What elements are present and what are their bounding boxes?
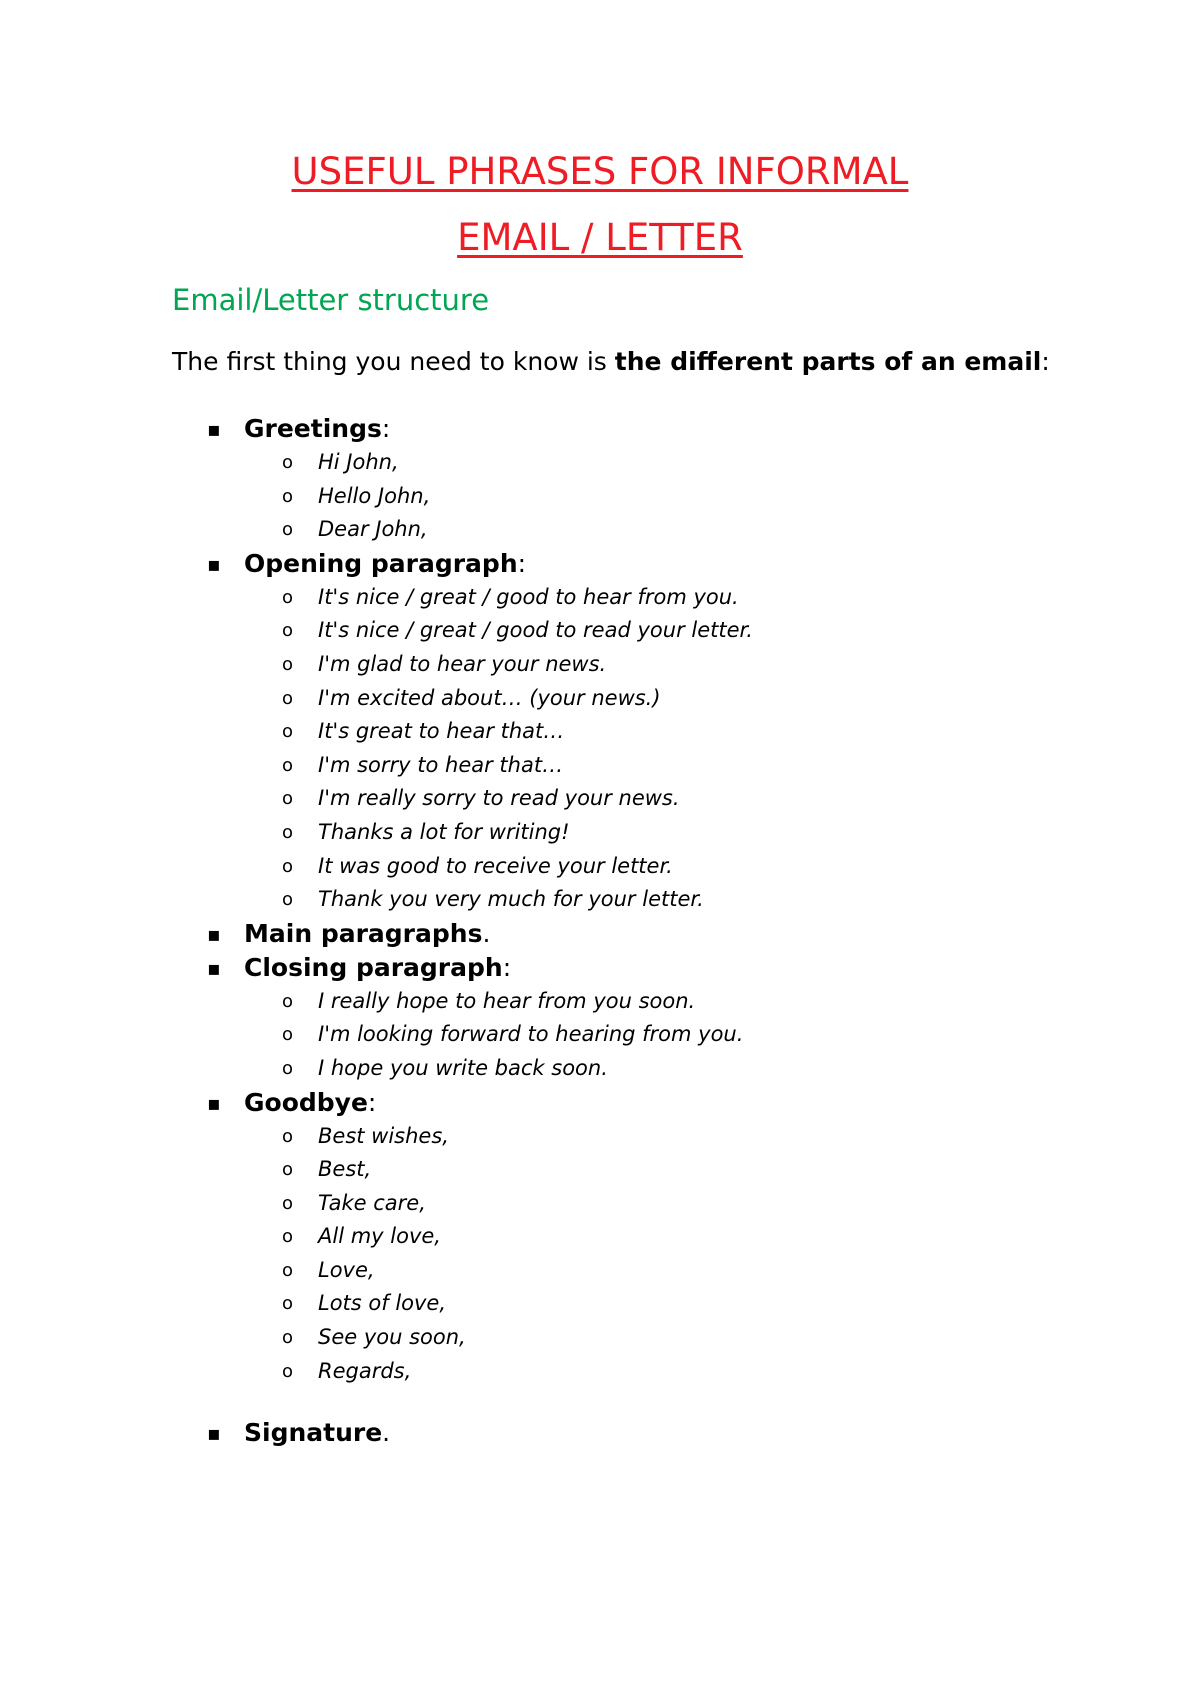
section-label-punct: . (482, 918, 491, 948)
section-label-text: Opening paragraph (244, 548, 518, 578)
section-label-text: Greetings (244, 414, 382, 443)
circle-bullet-icon: o (282, 586, 294, 608)
circle-bullet-icon: o (282, 821, 294, 843)
square-bullet-icon: ▪ (207, 955, 221, 980)
phrase-text: Best wishes, (318, 1123, 449, 1148)
list-item (0, 782, 1200, 816)
section-label-punct: : (517, 548, 527, 578)
list-item (0, 850, 1200, 884)
phrase-list (0, 446, 1200, 547)
list-item (0, 1120, 1200, 1154)
list-item (0, 985, 1200, 1019)
section-label-punct: : (367, 1087, 377, 1117)
list-item (0, 816, 1200, 850)
phrase-list (0, 985, 1200, 1086)
phrase-text: It's great to hear that… (318, 719, 565, 744)
phrase-text: Take care, (318, 1190, 426, 1215)
list-item (0, 715, 1200, 749)
list-item (0, 1321, 1200, 1355)
square-bullet-icon: ▪ (207, 551, 221, 576)
phrase-text: Love, (318, 1257, 375, 1282)
section-label-text: Main paragraphs (244, 918, 483, 948)
section-label (244, 1086, 376, 1120)
list-item (0, 1153, 1200, 1187)
list-item (0, 648, 1200, 682)
section-closing-paragraph (0, 951, 1200, 1086)
structure-outline (0, 412, 1200, 1450)
circle-bullet-icon: o (282, 721, 294, 743)
phrase-text: Thanks a lot for writing! (318, 819, 570, 844)
list-item (0, 446, 1200, 480)
phrase-list (0, 581, 1200, 917)
list-item (0, 1287, 1200, 1321)
list-item (0, 1220, 1200, 1254)
section-main-paragraphs (0, 917, 1200, 951)
phrase-text: It's nice / great / good to hear from you. (318, 584, 739, 609)
intro-bold: the different parts of an email (614, 347, 1042, 376)
list-item (0, 1355, 1200, 1389)
circle-bullet-icon: o (282, 1024, 294, 1046)
section-signature (0, 1416, 1200, 1450)
title-line-1: USEFUL PHRASES FOR INFORMAL (291, 150, 909, 193)
blank-line-spacer (0, 1388, 1200, 1416)
phrase-list (0, 1120, 1200, 1389)
list-item (0, 480, 1200, 514)
circle-bullet-icon: o (282, 990, 294, 1012)
section-label-punct: . (382, 1418, 391, 1448)
phrase-text: It was good to receive your letter. (318, 853, 673, 878)
circle-bullet-icon: o (282, 754, 294, 776)
list-item (0, 513, 1200, 547)
circle-bullet-icon: o (282, 620, 294, 642)
phrase-text: I'm glad to hear your news. (318, 651, 607, 676)
section-label-text: Goodbye (244, 1087, 368, 1117)
circle-bullet-icon: o (282, 1293, 294, 1315)
circle-bullet-icon: o (282, 485, 294, 507)
circle-bullet-icon: o (282, 1259, 294, 1281)
phrase-text: I'm really sorry to read your news. (318, 786, 680, 811)
circle-bullet-icon: o (282, 519, 294, 541)
list-item (0, 1187, 1200, 1221)
section-subtitle: Email/Letter structure (172, 283, 490, 317)
section-label (244, 547, 526, 581)
section-goodbye (0, 1086, 1200, 1389)
section-heading (0, 1416, 1200, 1450)
phrase-text: I'm looking forward to hearing from you. (318, 1022, 744, 1047)
intro-prefix: The first thing you need to know is (172, 347, 615, 376)
section-greetings (0, 412, 1200, 547)
square-bullet-icon: ▪ (207, 1421, 221, 1446)
square-bullet-icon: ▪ (207, 921, 221, 946)
intro-suffix: : (1041, 347, 1050, 376)
phrase-text: I'm sorry to hear that… (318, 752, 564, 777)
section-label-punct: : (502, 952, 512, 982)
circle-bullet-icon: o (282, 653, 294, 675)
section-heading (0, 1086, 1200, 1120)
circle-bullet-icon: o (282, 1327, 294, 1349)
list-item (0, 1052, 1200, 1086)
circle-bullet-icon: o (282, 788, 294, 810)
section-label (244, 1416, 390, 1450)
circle-bullet-icon: o (282, 1226, 294, 1248)
phrase-text: It's nice / great / good to read your letter. (318, 618, 753, 643)
circle-bullet-icon: o (282, 1360, 294, 1382)
list-item (0, 1254, 1200, 1288)
circle-bullet-icon: o (282, 687, 294, 709)
phrase-text: I really hope to hear from you soon. (318, 988, 696, 1013)
phrase-text: All my love, (318, 1224, 441, 1249)
section-label-punct: : (381, 414, 391, 443)
list-item (0, 749, 1200, 783)
section-label (244, 412, 390, 446)
phrase-text: Thank you very much for your letter. (318, 887, 704, 912)
list-item (0, 614, 1200, 648)
phrase-text: Hello John, (318, 483, 431, 508)
phrase-text: Best, (318, 1157, 372, 1182)
section-heading (0, 412, 1200, 446)
section-heading (0, 547, 1200, 581)
section-heading (0, 917, 1200, 951)
circle-bullet-icon: o (282, 1192, 294, 1214)
phrase-text: Lots of love, (318, 1291, 447, 1316)
section-opening-paragraph (0, 547, 1200, 917)
phrase-text: I'm excited about… (your news.) (318, 685, 661, 710)
section-heading (0, 951, 1200, 985)
phrase-text: Regards, (318, 1358, 412, 1383)
circle-bullet-icon: o (282, 1057, 294, 1079)
circle-bullet-icon: o (282, 452, 294, 473)
circle-bullet-icon: o (282, 855, 294, 877)
circle-bullet-icon: o (282, 1125, 294, 1147)
phrase-text: I hope you write back soon. (318, 1055, 608, 1080)
square-bullet-icon: ▪ (207, 417, 221, 441)
circle-bullet-icon: o (282, 889, 294, 911)
square-bullet-icon: ▪ (207, 1090, 221, 1115)
circle-bullet-icon: o (282, 1159, 294, 1181)
list-item (0, 682, 1200, 716)
list-item (0, 1018, 1200, 1052)
phrase-text: See you soon, (318, 1325, 466, 1350)
phrase-text: Hi John, (318, 450, 399, 474)
section-label-text: Closing paragraph (244, 952, 503, 982)
section-label-text: Signature (244, 1418, 383, 1448)
title-line-2: EMAIL / LETTER (457, 216, 743, 259)
section-label (244, 917, 490, 951)
phrase-text: Dear John, (318, 517, 428, 542)
list-item (0, 883, 1200, 917)
intro-sentence (172, 346, 1050, 378)
section-label (244, 951, 511, 985)
list-item (0, 581, 1200, 615)
